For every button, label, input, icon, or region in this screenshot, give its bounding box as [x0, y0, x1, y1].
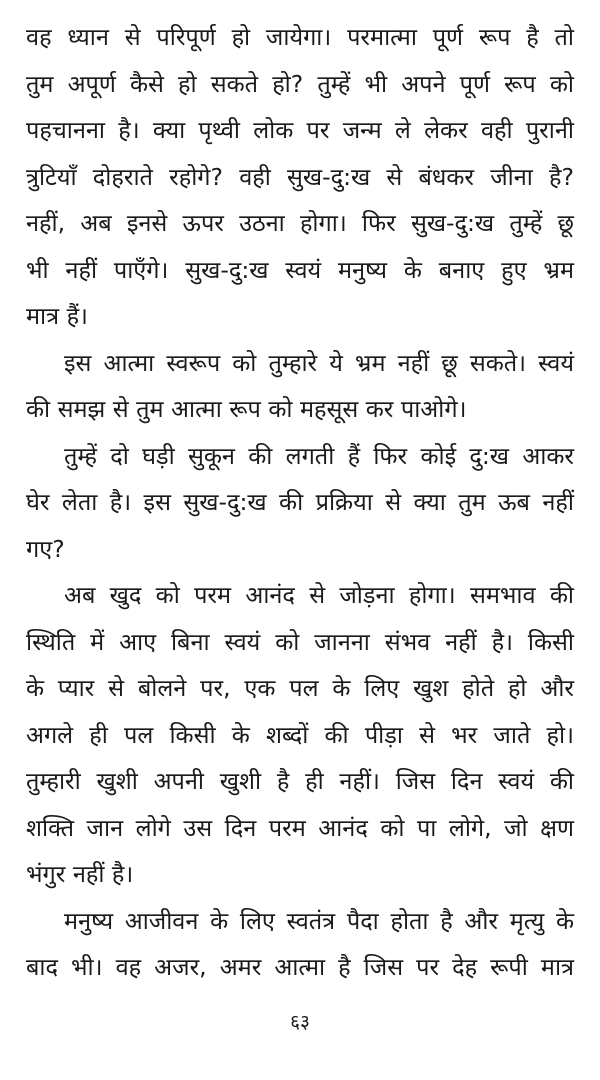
text-line: अब खुद को परम आनंद से जोड़ना होगा। समभाव की [64, 581, 574, 609]
text-line: मात्र हैं। [26, 302, 88, 330]
text-line: की समझ से तुम आत्मा रूप को महसूस कर पाओगे। [26, 395, 467, 423]
text-line: बाद भी। वह अजर, अमर आत्मा है जिस पर देह रूपी मात्र [26, 953, 574, 981]
text-line: भंगुर नहीं है। [26, 860, 134, 888]
text-line: भी नहीं पाएँगे। सुख-दु:ख स्वयं मनुष्य के बनाए हुए भ्रम [26, 255, 574, 284]
text-line: तुम्हें दो घड़ी सुकून की लगती हैं फिर कोई दु:ख आकर [64, 441, 574, 470]
text-line: तुम अपूर्ण कैसे हो सकते हो? तुम्हें भी अपने पूर्ण रूप को [26, 69, 574, 98]
text-line: के प्यार से बोलने पर, एक पल के लिए खुश होते हो और [26, 674, 574, 702]
text-line: शक्ति जान लोगे उस दिन परम आनंद को पा लोगे, जो क्षण [26, 813, 574, 842]
text-line: पहचानना है। क्या पृथ्वी लोक पर जन्म ले लेकर वही पुरानी [26, 116, 574, 144]
text-line: गए? [26, 534, 65, 563]
page-body [26, 14, 574, 991]
text-line: इस आत्मा स्वरूप को तुम्हारे ये भ्रम नहीं छू सकते। स्वयं [64, 348, 574, 377]
text-line: अगले ही पल किसी के शब्दों की पीड़ा से भर जाते हो। [26, 720, 574, 749]
text-line: स्थिति में आए बिना स्वयं को जानना संभव नहीं है। किसी [26, 627, 574, 656]
text-line: तुम्हारी खुशी अपनी खुशी है ही नहीं। जिस दिन स्वयं की [26, 767, 574, 795]
text-line: नहीं, अब इनसे ऊपर उठना होगा। फिर सुख-दु:ख तुम्हें छू [26, 209, 574, 237]
page-number: ६३ [290, 1011, 310, 1033]
text-line: घेर लेता है। इस सुख-दु:ख की प्रक्रिया से क्या तुम ऊब नहीं [26, 488, 574, 516]
text-line: वह ध्यान से परिपूर्ण हो जायेगा। परमात्मा पूर्ण रूप है तो [26, 23, 574, 51]
text-line: मनुष्य आजीवन के लिए स्वतंत्र पैदा होता है और मृत्यु के [64, 906, 574, 935]
text-line: त्रुटियाँ दोहराते रहोगे? वही सुख-दु:ख से बंधकर जीना है? [26, 162, 574, 191]
